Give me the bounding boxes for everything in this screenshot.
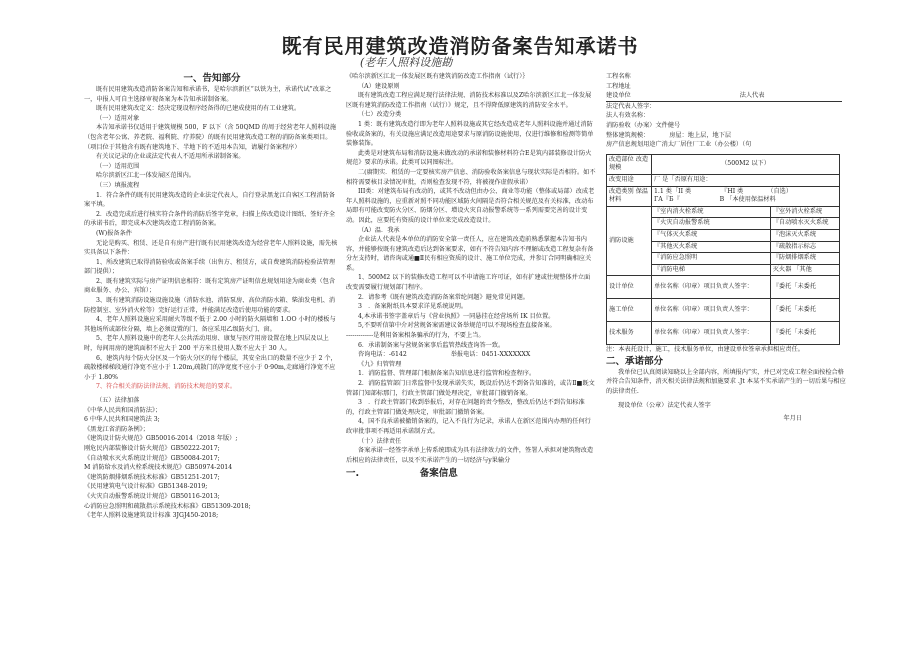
paragraph: 既有民用建筑改定义：经决定现设程序经备得的已建成使用的有工业建筑。: [96, 105, 301, 113]
column-filing-form: [606, 72, 846, 424]
law-item: 心消防应急照明和疏散指示系统技术标准》GB51309-2018;: [84, 502, 251, 510]
paragraph: 1．符合条件的既有民用建筑改造的企业法定代表人，自行登录黑龙江自客区工程消防备案平填。: [84, 191, 336, 209]
option[interactable]: （自选）: [767, 187, 793, 195]
law-item: 《自动喷水灭火系统设计规范》GB50084-2017;: [84, 454, 220, 462]
date-line: 年月日: [783, 415, 802, 423]
cell-label: 改造部位 改造规模: [607, 154, 652, 174]
paragraph: 哈尔滨新区江北一体发展区范围内。: [96, 172, 195, 180]
cell-label: 技术服务: [607, 322, 652, 345]
subheading: (W)报备条件: [96, 229, 132, 237]
subheading: （一）适用对象: [96, 114, 140, 122]
section-promise-heading: 二、承诺部分: [606, 355, 664, 367]
cell-options: [652, 186, 840, 206]
field-legal-rep: 法人代表: [739, 92, 765, 100]
section-title: 备案信息: [419, 468, 458, 480]
field-project-name: 工程名称: [606, 73, 631, 80]
paragraph: 5,不要听信第中介对营规备案需建议备举规范可以不现场检查直接备案。: [358, 322, 556, 330]
subheading: 《九》归管管理: [358, 360, 402, 368]
field-valid-name: 法人有效名称：: [606, 112, 650, 120]
paragraph: 4,本承诺书签字盖章后与《营业执照》一同悬挂在经营场所 IK 目位置。: [358, 312, 555, 320]
option[interactable]: 1.1 类「II 类: [654, 187, 692, 195]
cell-entrust[interactable]: 『委托「未委托: [770, 276, 839, 299]
subheading: （A）温．我承: [358, 226, 400, 234]
cell-label: 设计单位: [607, 276, 652, 299]
table-note: 注：本表托设计，施工，技术服务单位，由建设单位签章承担相应责任。: [606, 346, 804, 354]
promise-text: 我单位已认真阅读知晓以上全部内容，所填报内“实，并已对完成工程全面按检合格并符合告知条件，消灭相关法律法规和加施要求 .Jt 本某不实承诺产生的一切后果与相应的法律责任.: [606, 368, 846, 396]
paragraph: 1、所改建筑已取得消防验收或备案手续（出售方、租赁方，或自费建筑消防检验法管理部门提供）；: [84, 258, 336, 276]
paragraph: 2．改造完成后进行核实符合条件的消防后签字党章，扫描上传改造设计图纸、签好齐全的承诺书后，即完成本次建筑改造工程消防备案。: [84, 210, 336, 228]
fire-item[interactable]: 『火灾自动报警系统: [652, 218, 771, 230]
paragraph: 2、既有建筑实际与房产证明信息相符：既有定筑房产证明信息规划用途为商业类（包含商业服务、办公、宾馆）；: [84, 277, 336, 295]
fire-item[interactable]: 『泡沫灭火系统: [770, 229, 839, 241]
field-project-address: 工程地址: [606, 82, 631, 90]
cell-label: 施工单位: [607, 299, 652, 322]
paragraph: 5、老年人照料设施中的老年人公共活动用房、康复与医疗用房设置在地上四层及以上时，每间用房的建筑面积不应大于 200 平方米且使用人数不应大于 30 人。: [84, 335, 329, 353]
paragraph: 4，国不良承诺被撤销备案的，记入不良行为记录，承诺人在新区范围内办理的任何行政审批事项不再适用承诺制方式。: [346, 418, 591, 435]
paragraph: III类：对建筑布局有改动的，或其不改动但由办公、商业等功能（整体或局部）改成老年人照料设施的，应重新对照不同功能区域防火间隔是否符合相关规范及有关标准，改动布局即有可能改变防火分区、防烟分区、增设火灾自动报警系统等一系列需要完善的设计变动。因此，应要托有资质的设计单位来完成改造设计。: [346, 188, 595, 224]
subheading: （A）建设原则: [358, 82, 400, 90]
fire-item[interactable]: 『消防电梯: [652, 264, 771, 276]
column-notice: [84, 72, 340, 521]
paragraph: 既有民用建筑改造消防备案告知和承诺书，是哈尔滨新区“以铁为主，承诺代试”改革之一，申报人可自主选择审视备案为本告知承诺制备案。: [84, 86, 332, 103]
phone-line: [346, 350, 596, 360]
paragraph: 此类是对建筑布局和消防设施未做改动的承诺和装修材料符合E是筑内部装修设计防火规范》要求的承诺。此类可以同图标注。: [346, 149, 592, 167]
paragraph: 备案承诺一经签字承单上传系统即成为具有法律效力的文件，签署人承担对建筑物改造后相应的法律责任，以及不实承诺产生的一切经济与y果输分: [346, 447, 594, 464]
cell-label: 改造类别 保温材料: [607, 186, 652, 206]
consult-phone: 咨询电话：-6142: [358, 351, 407, 359]
law-item: M 消防给水及消火栓系统技术规范》GB50974-2014: [84, 464, 233, 472]
paragraph: 企业法人代表是本单位的消防安全第一责任人，应在建筑改造前熟悉掌握本告知书内容，并能够按既有建筑改造后达到备案要求，如有不符告知内容不理解或改造工程复杂有备分左支持时，请咨询或通■Ⅱ民有相应资质的设计、施工单位完成，并参订合同明确相应关系。: [346, 236, 594, 272]
field-floors: 房屋：地上层，地下层: [669, 131, 732, 139]
fire-item[interactable]: 灭火器 「其他: [770, 264, 839, 276]
paragraph: 3 ．行政主管部门收到举报后，对存在问题的责令整改，整改后仍达不到告知标准的，行政主管部门做处理决定，审批部门撤销备案。: [346, 399, 585, 416]
field-planned-use: 房产信息规划用途广消太厂居住厂工业（办公楼）（句: [606, 141, 752, 149]
fire-item[interactable]: 『防烟排烟系统: [770, 253, 839, 265]
paragraph: 2．消防监管部门日常监督中发现承诺失实，既设后仍达不到备告知准的，或告Ⅱ■既文管部门知部标那门，行政主管部门做处理决定，审批部门撤销备案。: [346, 380, 595, 397]
paragraph: 3 ．备案附纸具本要求详见系统说明。: [358, 303, 468, 311]
cell-entrust[interactable]: 「委托「未委托: [770, 299, 839, 322]
paragraph: 有关议记录的企业或法定代表人不适用所承诺制备案。: [96, 153, 245, 161]
cell-sign: 单位名称（印章）项目负责人签字：: [652, 299, 771, 322]
law-item: 《黑龙江省消防条例》；: [84, 425, 149, 433]
paragraph: 1．消防监督、管理部门根据备案告知信息进行监管和检查程序。: [358, 370, 536, 378]
section-number: 一.: [346, 468, 360, 480]
option[interactable]: 『HI 类: [721, 187, 744, 195]
law-item: 《中华人民共和国消防法》；: [84, 406, 162, 414]
paragraph: 6、建筑内每个防火分区及一个防火分区的每个楼层，其安全出口的数量不应少于 2 个，疏散楼梯梯段通行净宽不应小于 1.20m,疏散门的净宽度不应小于 0·90m,走廊通行净宽不应小于 1.80%: [84, 354, 337, 381]
paragraph: 既有建筑改造工程应满足现行法律法规、消防技术标准以及Z哈尔滨新区江北一体发展区既有建筑消防改造工作指南（试行）》规定，且不得降低原建筑的消防安全水平。: [346, 92, 592, 109]
subheading: （五）法律加落: [96, 397, 140, 404]
report-phone: 举报电话：0451-XXXXXXX: [450, 351, 531, 359]
cell-sign: 单位名称（印章）项目负责人签字：: [652, 276, 771, 299]
paragraph: 本告知承诺书仅适用于建筑规模 500，F 以下（含 50QMD 的周于经营老年人照料设施（包含老年公寓、养老院、福利院、疗养院）的既有民用建筑改造工程的消防备案类项目。（项目位于其他含有既有建筑地下、半地下的不适用本告知，请履行备案程序）: [84, 124, 337, 151]
subheading: （一）适用范围: [96, 162, 140, 170]
fire-item[interactable]: 『疏散指示标志: [770, 241, 839, 253]
cell-entrust[interactable]: 『委托「未委托: [770, 322, 839, 345]
column-guidelines: [346, 72, 596, 480]
law-item: 《老年人照料设施建筑设计标准 3JGJ450-2018;: [84, 512, 219, 520]
header-line: 《哈尔滨新区江北一体发展区既有建筑消防改造工作指南（试行）｝: [346, 73, 529, 80]
fire-item[interactable]: 『室内消火栓系统: [652, 206, 771, 218]
field-acceptance-no: 消防验收（办案）文件健号: [606, 121, 681, 129]
subheading: （七）改造分类: [358, 111, 402, 119]
cell-value: （500M2 以下）: [652, 154, 840, 174]
fire-item[interactable]: 『消防应急照明: [652, 253, 771, 265]
option[interactable]: B 「本使用保温材料: [719, 196, 776, 204]
field-builder: 建设单位: [606, 92, 631, 100]
paragraph: 3、既有建筑消防设施设施设施（消防水池、消防泵房、高位消防水箱、柴油发电机、消防控制室、室外消火栓等）完好运行正常，并能满足改造后使用功能的要求。: [84, 297, 336, 314]
paragraph: 2．请参考《既有建筑改造消防备案常纶问题》避免常见问题。: [358, 293, 529, 301]
law-item: 《建筑设计防火规范》GB50016-2014（2018 年版）;: [84, 435, 238, 443]
subheading: （三）填报流程: [96, 181, 140, 189]
section-filing-info-heading: [346, 467, 596, 480]
law-item: 《火灾自动报警系统设计规范》GB50116-2013;: [84, 492, 220, 500]
paragraph: 二(赓期实．租赁的一定要核实房产信息、消防验收备案信息与现状实际是否相符。如不相符需要核目录情况审批，否则检查发现不符，将被视作虚假承诺）: [346, 168, 596, 186]
fire-item[interactable]: 『自动喷水灭火系统: [770, 218, 839, 230]
cell-value: 厂 是「否原有用途：: [652, 174, 840, 186]
section-notice-heading: 一、告知部分: [183, 73, 241, 84]
fire-item[interactable]: 『其他灭火系统: [652, 241, 771, 253]
cell-label: 消防设施: [607, 206, 652, 276]
cell-label: 改变用途: [607, 174, 652, 186]
law-item: 《建筑防烟排烟系统技术标准》GB51251-2017;: [84, 473, 220, 481]
paragraph: -------------是利用备案相条骗承的行为，不要上当。: [346, 332, 485, 340]
field-row-builder: [606, 91, 846, 102]
paragraph: 1 类：既有建筑改造行即为老年人照料设施或其它经改造成老年人照料设施并通过消防验收或备案的，有关设施应满足改造用途要求与原消防设施使用，仅进行维修和检测等简单装修装饰。: [346, 120, 594, 148]
paragraph-highlight: 7、符合相关消防法律法规、消防技术规范的要求。: [96, 383, 237, 391]
subheading: （十）法律责任: [358, 437, 402, 445]
paragraph: 1、500M2 以下的装修改造工程可以不申请施工许可证，如有扩建或往规整体并立面改变需要履行规划部门程序。: [346, 274, 591, 292]
fire-item[interactable]: 『气体灭火系统: [652, 229, 771, 241]
field-scale-row: [606, 131, 846, 141]
fire-item[interactable]: 『室外消火栓系统: [770, 206, 839, 218]
law-item: 《民用建筑电气设计标准》GB51348-2019;: [84, 483, 208, 491]
paragraph: 4、老年人照料设施应采用耐火等级不低于 2.00 小时的防火隔墙和 1.OO 小时的楼板与其他场所或部位分隔，墙上必须设置的门、备应采用乙级防火门、窗。: [84, 316, 336, 333]
field-scale: 整体建筑规模：: [606, 131, 650, 139]
cell-sign: 单位名称（印章）项目负责人签字：: [652, 322, 771, 345]
field-legal-sign: 法定代表人签字：: [606, 102, 656, 110]
law-item: 刚危民内部装修设计防火规范》GB50222-2017;: [84, 444, 220, 452]
paragraph: 无论是购买、租赁、还是自有房产进行既有民用建筑改造为经营老年人照料设施，需先核实具备以下条件：: [84, 239, 338, 257]
law-item: 6 中华人民共和国建筑法 3;: [84, 416, 160, 424]
document-title: 既有民用建筑改造消防备案告知承诺书: [281, 34, 639, 58]
paragraph: 6．承诺制备案与营规备案事后监管热线查询答一致。: [358, 341, 505, 349]
signature-line: 现设单位（公章）法定代表人签字: [618, 401, 711, 409]
filing-table: [606, 154, 840, 346]
option[interactable]: ΓA『Б『: [654, 196, 680, 204]
document-subtitle: (老年人照料设施勘: [360, 56, 453, 69]
